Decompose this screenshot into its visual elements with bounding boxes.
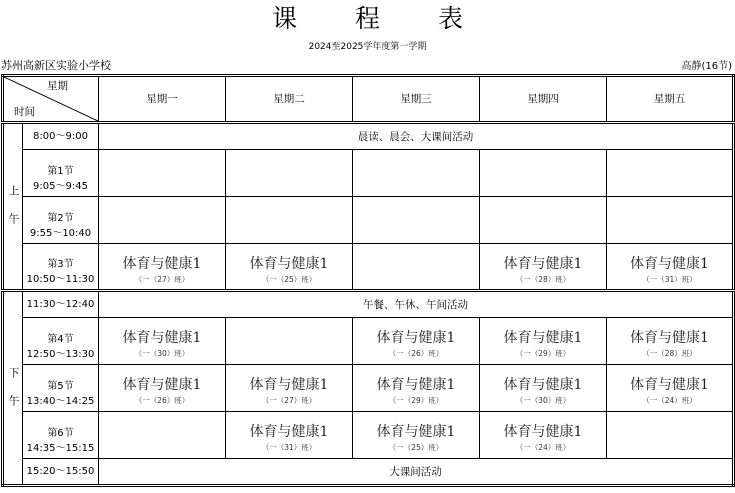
activity-cell: 午餐、午休、午间活动 [99, 291, 734, 318]
activity-cell: 大课间活动 [99, 459, 734, 486]
cell-p4-wednesday [353, 318, 480, 365]
cell-p1-thursday-empty [480, 150, 607, 197]
course-name: 体育与健康1 [630, 255, 709, 272]
time-cell [23, 412, 99, 459]
day-header-thursday: 星期四 [480, 76, 607, 123]
cell-p6-friday-empty [607, 412, 734, 459]
weekday-axis-label: 星期 [47, 80, 68, 92]
period-label: 第4节 [47, 333, 74, 345]
schedule-row [3, 197, 734, 244]
cell-p2-monday-empty [99, 197, 226, 244]
class-label: （一（25）班） [261, 274, 317, 284]
period-label: 第3节 [47, 259, 74, 270]
course-name: 体育与健康1 [122, 255, 202, 272]
day-header-wednesday: 星期三 [353, 76, 480, 123]
class-label: （一（26）班） [388, 349, 444, 358]
course-name: 体育与健康1 [376, 377, 456, 393]
time-axis-label: 时间 [14, 106, 35, 118]
time-cell [23, 244, 99, 291]
cell-p3-tuesday [226, 244, 353, 291]
cell-p2-thursday-empty [480, 197, 607, 244]
time-range: 14:35～15:15 [26, 442, 95, 454]
section-label-morning: 上午 [7, 185, 20, 241]
cell-p1-monday-empty [99, 150, 226, 197]
morning-section-cell [3, 123, 23, 291]
time-range: 9:55～10:40 [29, 227, 92, 239]
teacher-name: 高静(16节) [681, 61, 732, 72]
cell-p5-monday [99, 365, 226, 412]
cell-p5-friday [607, 365, 734, 412]
school-name: 苏州高新区实验小学校 [1, 59, 111, 72]
time-range: 15:20～15:50 [26, 466, 95, 477]
class-label: （一（25）班） [388, 443, 444, 452]
schedule-row [3, 244, 734, 291]
schedule-row [3, 150, 734, 197]
schedule-row [3, 318, 734, 365]
course-name: 体育与健康1 [630, 330, 709, 346]
course-name: 体育与健康1 [249, 377, 329, 393]
schedule-row [3, 291, 734, 318]
class-label: （一（29）班） [515, 349, 571, 358]
cell-p1-wednesday-empty [353, 150, 480, 197]
course-name: 体育与健康1 [503, 377, 583, 393]
cell-p3-wednesday-empty [353, 244, 480, 291]
cell-p4-thursday [480, 318, 607, 365]
cell-p1-friday-empty [607, 150, 734, 197]
class-label: （一（30）班） [134, 349, 190, 358]
cell-p1-tuesday-empty [226, 150, 353, 197]
course-name: 体育与健康1 [630, 377, 709, 393]
course-name: 体育与健康1 [122, 330, 202, 346]
schedule-row [3, 123, 734, 150]
cell-p2-friday-empty [607, 197, 734, 244]
day-header-monday: 星期一 [99, 76, 226, 123]
cell-p3-monday [99, 244, 226, 291]
time-cell [23, 318, 99, 365]
class-label: （一（26）班） [134, 396, 190, 405]
class-label: （一（28）班） [515, 274, 571, 284]
term-subtitle: 2024至2025学年度第一学期 [308, 42, 427, 52]
period-label: 第6节 [47, 427, 74, 439]
schedule-table [1, 74, 735, 487]
cell-p3-thursday [480, 244, 607, 291]
schedule-row [3, 459, 734, 486]
day-header-tuesday: 星期二 [226, 76, 353, 123]
time-cell [23, 150, 99, 197]
time-cell [23, 365, 99, 412]
cell-p5-thursday [480, 365, 607, 412]
time-range: 8:00～9:00 [33, 131, 88, 142]
cell-p4-monday [99, 318, 226, 365]
cell-p2-wednesday-empty [353, 197, 480, 244]
time-cell [23, 197, 99, 244]
course-name: 体育与健康1 [503, 424, 583, 440]
time-cell [23, 123, 99, 150]
class-label: （一（31）班） [642, 274, 697, 284]
afternoon-section-cell [3, 291, 23, 486]
schedule-row [3, 365, 734, 412]
schedule-row [3, 412, 734, 459]
class-label: （一（24）班） [515, 443, 571, 452]
class-label: （一（27）班） [134, 274, 190, 284]
class-label: （一（24）班） [642, 396, 697, 405]
cell-p3-friday [607, 244, 734, 291]
period-label: 第5节 [47, 380, 74, 392]
class-label: （一（30）班） [515, 396, 571, 405]
class-label: （一（31）班） [261, 443, 317, 452]
course-name: 体育与健康1 [122, 377, 202, 393]
section-label-afternoon: 下午 [7, 366, 20, 423]
cell-p5-wednesday [353, 365, 480, 412]
time-range: 13:40～14:25 [26, 395, 95, 407]
corner-cell [3, 76, 99, 123]
time-range: 11:30～12:40 [26, 299, 95, 310]
course-name: 体育与健康1 [376, 330, 456, 346]
cell-p4-friday [607, 318, 734, 365]
course-name: 体育与健康1 [249, 255, 329, 272]
time-range: 10:50～11:30 [26, 274, 95, 285]
class-label: （一（29）班） [388, 396, 444, 405]
period-label: 第1节 [47, 165, 74, 177]
time-range: 9:05～9:45 [33, 180, 88, 192]
page-title: 课程表 [271, 4, 521, 33]
cell-p5-tuesday [226, 365, 353, 412]
class-label: （一（27）班） [261, 396, 317, 405]
class-label: （一（28）班） [642, 349, 697, 358]
time-cell [23, 459, 99, 486]
cell-p2-tuesday-empty [226, 197, 353, 244]
cell-p6-thursday [480, 412, 607, 459]
course-name: 体育与健康1 [249, 424, 329, 440]
cell-p4-tuesday-empty [226, 318, 353, 365]
course-name: 体育与健康1 [503, 330, 583, 346]
day-header-friday: 星期五 [607, 76, 734, 123]
time-cell [23, 291, 99, 318]
time-range: 12:50～13:30 [26, 348, 95, 360]
course-name: 体育与健康1 [376, 424, 456, 440]
activity-cell: 晨读、晨会、大课间活动 [99, 123, 734, 150]
header-row [3, 76, 734, 123]
course-name: 体育与健康1 [503, 255, 583, 272]
cell-p6-tuesday [226, 412, 353, 459]
cell-p6-monday-empty [99, 412, 226, 459]
period-label: 第2节 [47, 212, 74, 224]
cell-p6-wednesday [353, 412, 480, 459]
